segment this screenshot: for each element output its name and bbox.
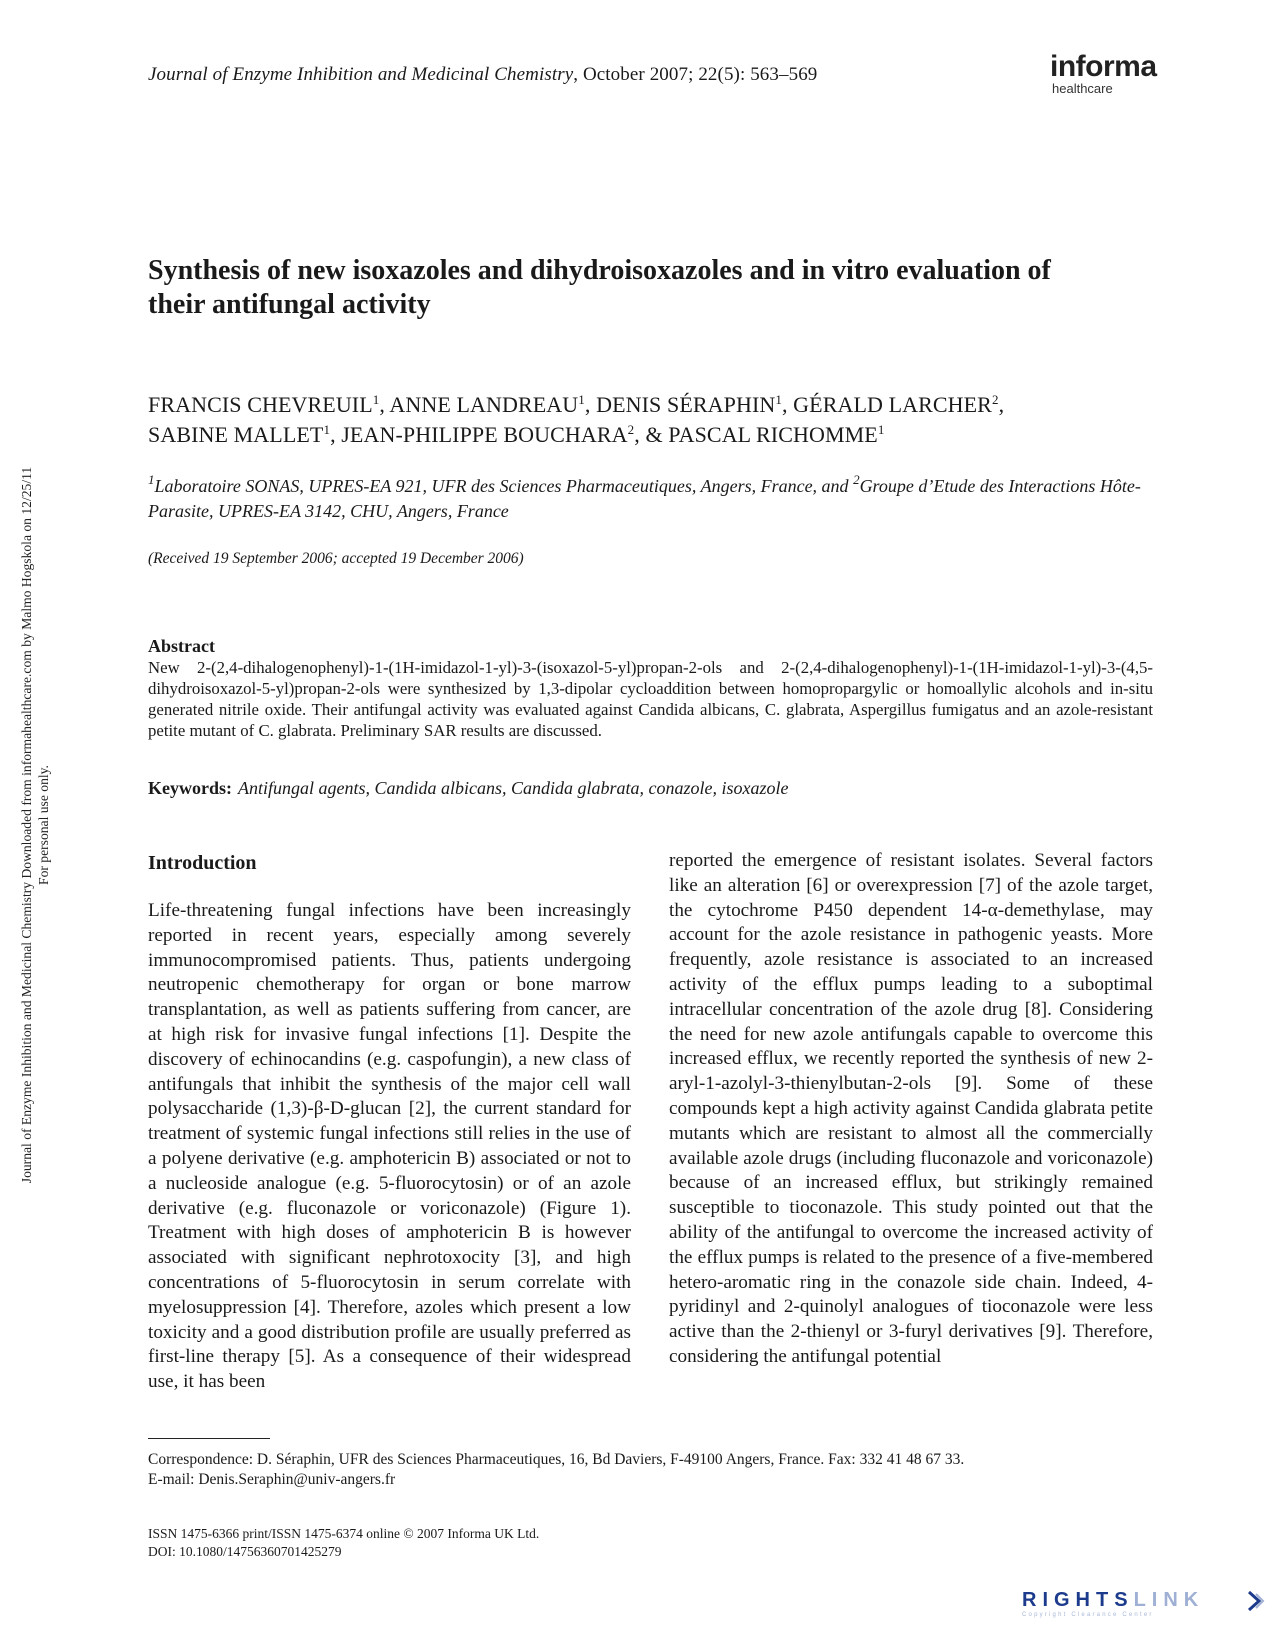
keywords [148, 778, 789, 799]
author-affil-marker: 1 [578, 392, 585, 407]
watermark-line-1: Journal of Enzyme Inhibition and Medicinal Chemistry Downloaded from informahealthcare.com by Malmo Hogskola on 12/25/11 [19, 466, 34, 1184]
rightslink-wordmark-link: LINK [1133, 1589, 1205, 1611]
watermark-line-2: For personal use only. [36, 765, 51, 885]
correspondence-address: Correspondence: D. Séraphin, UFR des Sciences Pharmaceutiques, 16, Bd Daviers, F-49100 Angers, France. Fax: 332 41 48 67 33. [148, 1451, 965, 1468]
author-affil-marker: 1 [775, 392, 782, 407]
correspondence-note [148, 1450, 1158, 1490]
journal-citation [148, 64, 817, 86]
correspondence-email: E-mail: Denis.Seraphin@univ-angers.fr [148, 1471, 396, 1488]
abstract-text: New 2-(2,4-dihalogenophenyl)-1-(1H-imidazol-1-yl)-3-(isoxazol-5-yl)propan-2-ols and 2-(2,4-dihalogenophenyl)-1-(1H-imidazol-1-yl)-3-(4,5-dihydroisoxazol-5-yl)propan-2-ols were synthesized by 1,3-dipolar cycloaddition between homopropargylic or homoallylic alcohols and in-situ generated nitrile oxide. Their antifungal activity was evaluated against Candida albicans, C. glabrata, Aspergillus fumigatus and an azole-resistant petite mutant of C. glabrata. Preliminary SAR results are discussed. [148, 658, 1153, 740]
received-dates: (Received 19 September 2006; accepted 19 December 2006) [148, 550, 524, 567]
affiliation-1: Laboratoire SONAS, UPRES-EA 921, UFR des Sciences Pharmaceutiques, Angers, France, and [154, 476, 854, 496]
author-name: PASCAL RICHOMME [668, 422, 878, 447]
publisher-logo-main: informa [1050, 50, 1157, 83]
author-list [148, 390, 1148, 450]
journal-issue: , October 2007; 22(5): 563–569 [573, 64, 818, 85]
author-separator: , [330, 422, 342, 447]
author-name: FRANCIS CHEVREUIL [148, 392, 373, 417]
download-watermark [0, 0, 70, 1651]
author-name: GÉRALD LARCHER [793, 392, 992, 417]
introduction-heading: Introduction [148, 852, 257, 874]
doi-line: DOI: 10.1080/14756360701425279 [148, 1544, 342, 1559]
rightslink-wordmark [1022, 1590, 1204, 1610]
author-separator: , [781, 392, 794, 417]
publisher-logo-sub: healthcare [1052, 81, 1113, 96]
download-watermark-text [18, 467, 52, 1183]
keywords-text: Antifungal agents, Candida albicans, Candida glabrata, conazole, isoxazole [238, 778, 789, 798]
publication-info [148, 1525, 539, 1561]
author-name: SABINE MALLET [148, 422, 324, 447]
author-affil-marker: 1 [877, 422, 885, 437]
rightslink-subtitle: Copyright Clearance Center [1022, 1612, 1154, 1618]
abstract-heading: Abstract [148, 636, 215, 656]
author-affil-marker: 2 [627, 422, 635, 437]
introduction-left-column: Life-threatening fungal infections have been increasingly reported in recent years, especially among severely immunocompromised patients. Thus, patients undergoing neutropenic chemotherapy for organ or bone marrow transplantation, as well as patients suffering from cancer, are at high risk for invasive fungal infections [1]. Despite the discovery of echinocandins (e.g. caspofungin), a new class of antifungals that inhibit the synthesis of the major cell wall polysaccharide (1,3)-β-D-glucan [2], the current standard for treatment of systemic fungal infections still relies in the use of a polyene derivative (e.g. amphotericin B) associated or not to a nucleoside analogue (e.g. 5-fluorocytosin) or of an azole derivative (e.g. fluconazole or voriconazole) (Figure 1). Treatment with high doses of amphotericin B is however associated with significant nephrotoxocity [3], and high concentrations of 5-fluorocytosin in serum correlate with myelosuppression [4]. Therefore, azoles which present a low toxicity and a good distribution profile are usually preferred as first-line therapy [5]. As a consequence of their widespread use, it has been [148, 900, 631, 1393]
author-name: JEAN-PHILIPPE BOUCHARA [341, 422, 628, 447]
publisher-logo [1050, 52, 1157, 96]
author-separator: , [584, 392, 597, 417]
article-title: Synthesis of new isoxazoles and dihydroisoxazoles and in vitro evaluation of their antifungal activity [148, 255, 1051, 320]
footnote-rule [148, 1438, 270, 1439]
author-separator: , [998, 392, 1005, 417]
author-name: ANNE LANDREAU [389, 392, 579, 417]
affiliation-marker: 1 [148, 472, 155, 487]
journal-name: Journal of Enzyme Inhibition and Medicinal Chemistry [148, 64, 574, 85]
author-affil-marker: 2 [991, 392, 999, 407]
introduction-right-column: reported the emergence of resistant isolates. Several factors like an alteration [6] or overexpression [7] of the azole target, the cytochrome P450 dependent 14-α-demethylase, may account for the azole resistance in pathogenic yeasts. More frequently, azole resistance is associated to an increased activity of the efflux pumps leading to a suboptimal intracellular concentration of the azole drug [8]. Considering the need for new azole antifungals capable to overcome this increased efflux, we recently reported the synthesis of new 2-aryl-1-azolyl-3-thienylbutan-2-ols [9]. Some of these compounds kept a high activity against Candida glabrata petite mutants which are resistant to almost all the commercially available azole drugs (including fluconazole and voriconazole) because of an increased efflux, but strikingly remained susceptible to tioconazole. This study pointed out that the ability of the antifungal to overcome the increased activity of the efflux pumps is related to the presence of a five-membered hetero-aromatic ring in the conazole side chain. Indeed, 4-pyridinyl and 2-quinolyl analogues of tioconazole were less active than the 2-thienyl or 3-furyl derivatives [9]. Therefore, considering the antifungal potential [669, 850, 1153, 1367]
author-name: DENIS SÉRAPHIN [596, 392, 776, 417]
author-affil-marker: 1 [372, 392, 380, 407]
affiliations [148, 474, 1148, 524]
rightslink-logo [1022, 1590, 1204, 1618]
keywords-label: Keywords: [148, 778, 232, 798]
author-separator: , & [634, 422, 669, 447]
rightslink-wordmark-rights: RIGHTS [1022, 1589, 1134, 1611]
author-affil-marker: 1 [323, 422, 331, 437]
affiliation-marker: 2 [853, 472, 860, 487]
issn-line: ISSN 1475-6366 print/ISSN 1475-6374 online © 2007 Informa UK Ltd. [148, 1526, 540, 1541]
rightslink-chevron-icon [1245, 1590, 1265, 1612]
author-separator: , [379, 392, 390, 417]
affiliation-2: Groupe d’Etude des Interactions Hôte-Parasite, UPRES-EA 3142, CHU, Angers, France [148, 476, 1141, 521]
